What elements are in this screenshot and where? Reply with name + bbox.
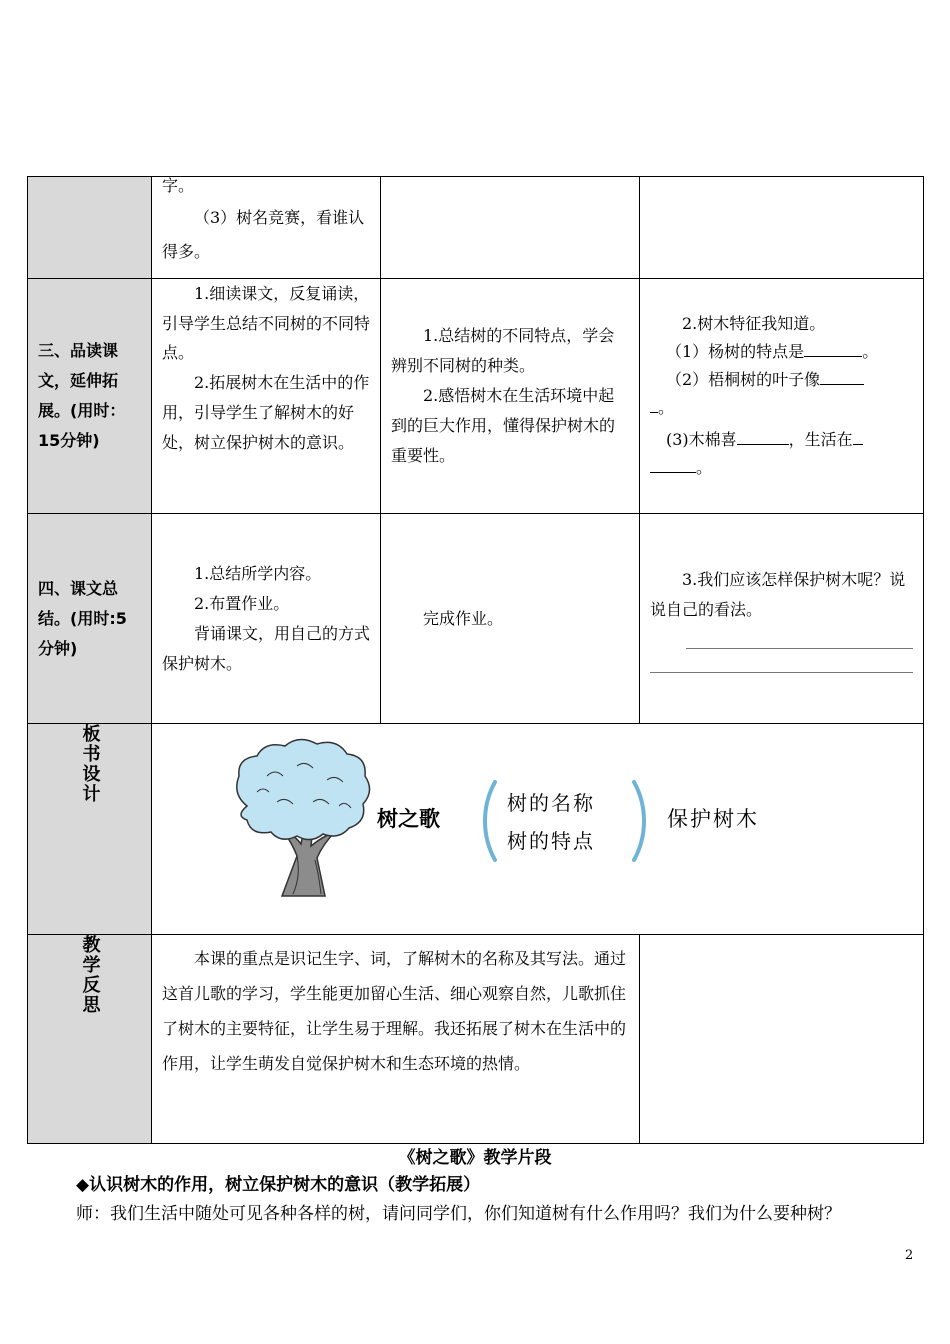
text-line: 2.布置作业。 bbox=[194, 593, 290, 613]
answer-line bbox=[650, 671, 913, 673]
board-item: 树的名称 bbox=[507, 791, 595, 815]
exercise-question bbox=[650, 426, 913, 454]
text-paragraph: 背诵课文，用自己的方式保护树木。 bbox=[162, 623, 371, 673]
board-label: 板书设计 bbox=[79, 724, 101, 804]
tree-illustration bbox=[227, 736, 377, 901]
board-design bbox=[152, 724, 923, 934]
reflection-cell bbox=[152, 935, 640, 1144]
teacher-activity-cell bbox=[152, 177, 381, 279]
exercise-cell bbox=[640, 177, 924, 279]
row-label: 四、课文总结。(用时:5分钟) bbox=[28, 514, 152, 724]
table-row bbox=[28, 935, 924, 1144]
section-title: 《树之歌》教学片段 bbox=[398, 1148, 552, 1168]
exercise-question bbox=[650, 338, 913, 366]
question-end: 。 bbox=[862, 342, 879, 361]
board-right-text: 保护树木 bbox=[667, 807, 759, 831]
answer-blank bbox=[737, 428, 789, 445]
reflection-label: 教学反思 bbox=[79, 935, 101, 1015]
teacher-activity-cell bbox=[152, 279, 381, 514]
reflection-text: 本课的重点是识记生字、词，了解树木的名称及其写法。通过这首儿歌的学习，学生能更加留心生活、细心观察自然，儿歌抓住了树木的主要特征，让学生易于理解。我还拓展了树木在生活中的作用，让学生萌发自觉保护树木和生态环境的热情。 bbox=[162, 949, 627, 1073]
answer-blank bbox=[650, 396, 658, 413]
subheading: ◆认识树木的作用，树立保护树木的意识（教学拓展） bbox=[76, 1175, 481, 1195]
exercise-question-cont bbox=[650, 454, 913, 482]
text-paragraph: 2.拓展树木在生活中的作用，引导学生了解树木的好处，树立保护树木的意识。 bbox=[162, 372, 370, 452]
board-title: 树之歌 bbox=[377, 807, 440, 831]
text-line: 完成作业。 bbox=[423, 608, 504, 628]
exercise-question bbox=[650, 366, 913, 394]
answer-blank bbox=[853, 428, 863, 445]
table-row bbox=[28, 514, 924, 724]
question-text: （1）杨树的特点是 bbox=[666, 342, 805, 361]
table-row bbox=[28, 724, 924, 935]
student-activity-cell bbox=[381, 279, 640, 514]
empty-cell bbox=[640, 935, 924, 1144]
board-design-cell bbox=[152, 724, 924, 935]
row-label: 三、品读课文，延伸拓展。(用时：15分钟) bbox=[28, 279, 152, 514]
text-paragraph: 1.总结树的不同特点，学会辨别不同树的种类。 bbox=[391, 326, 615, 375]
question-end: 。 bbox=[658, 398, 675, 417]
text-paragraph: 1.细读课文，反复诵读，引导学生总结不同树的不同特点。 bbox=[162, 284, 371, 362]
question-text: （2）梧桐树的叶子像 bbox=[666, 370, 821, 389]
page-number: 2 bbox=[905, 1248, 914, 1263]
student-activity-cell bbox=[381, 177, 640, 279]
student-activity-cell bbox=[381, 514, 640, 724]
text-paragraph: 2.感悟树木在生活环境中起到的巨大作用，懂得保护树木的重要性。 bbox=[391, 386, 616, 465]
question-text: ，生活在 bbox=[788, 430, 853, 449]
answer-blank bbox=[804, 340, 862, 357]
text-paragraph: 3.我们应该怎样保护树木呢？说说自己的看法。 bbox=[650, 569, 906, 619]
row-label-vertical bbox=[28, 935, 152, 1144]
lesson-plan-table bbox=[27, 176, 924, 1144]
question-end: 。 bbox=[696, 458, 713, 477]
answer-blank bbox=[820, 368, 864, 385]
answer-line bbox=[686, 647, 913, 649]
right-brace bbox=[630, 780, 650, 862]
exercise-title: 2.树木特征我知道。 bbox=[682, 314, 826, 333]
table-row bbox=[28, 279, 924, 514]
dialog-line: 师：我们生活中随处可见各种各样的树，请问同学们，你们知道树有什么作用吗？我们为什么要种树？ bbox=[76, 1204, 841, 1224]
exercise-question-cont bbox=[650, 394, 913, 422]
text-line: 1.总结所学内容。 bbox=[194, 563, 322, 583]
teacher-activity-cell bbox=[152, 514, 381, 724]
left-brace bbox=[479, 780, 499, 862]
board-item: 树的特点 bbox=[507, 829, 595, 853]
question-text: (3)木棉喜 bbox=[666, 430, 737, 449]
text-paragraph: （3）树名竞赛，看谁认得多。 bbox=[162, 208, 365, 261]
table-row bbox=[28, 177, 924, 279]
row-label-empty bbox=[28, 177, 152, 279]
answer-blank bbox=[650, 456, 696, 473]
board-items bbox=[507, 784, 595, 860]
text-line: 字。 bbox=[162, 176, 195, 195]
exercise-cell bbox=[640, 514, 924, 724]
row-label-vertical bbox=[28, 724, 152, 935]
exercise-cell bbox=[640, 279, 924, 514]
